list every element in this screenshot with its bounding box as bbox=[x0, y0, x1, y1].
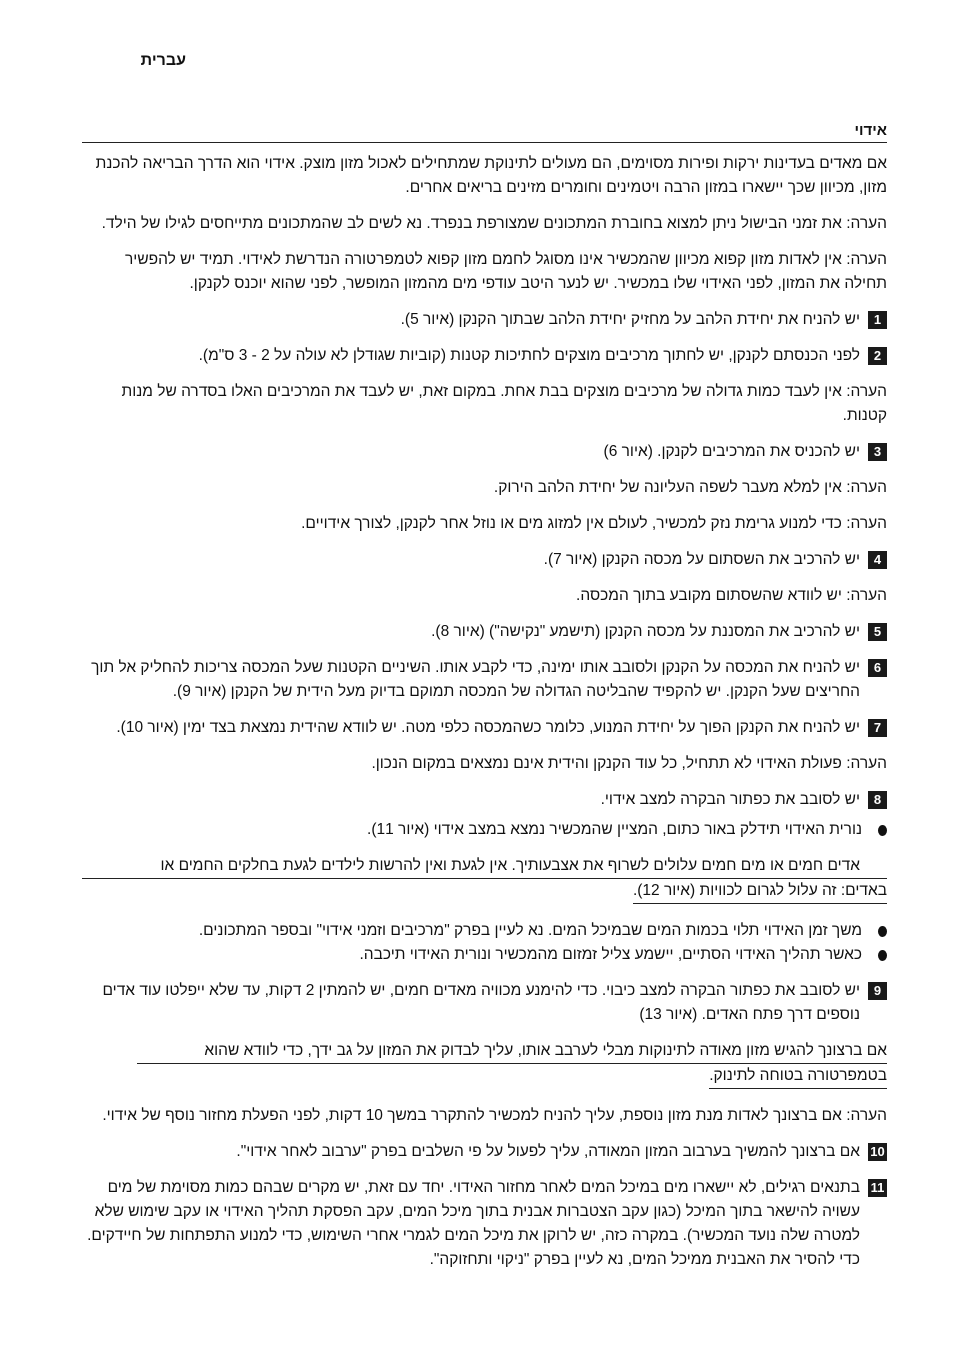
step-4 bbox=[82, 548, 887, 572]
section-body bbox=[82, 152, 887, 1284]
step-10 bbox=[82, 1140, 887, 1164]
step-number: 7 bbox=[868, 719, 887, 737]
bullet-icon bbox=[878, 950, 887, 961]
list-item bbox=[82, 919, 887, 943]
step-number: 5 bbox=[868, 623, 887, 641]
steaming-bullets bbox=[82, 919, 887, 967]
step-text: יש לסובב את כפתור הבקרה למצב כיבוי. כדי להימנע מכוויה מאדים חמים, יש להמתין 2 דקות, עד שלא ייפלטו עוד אדים נוספים דרך פתח האדים. (איור 13) bbox=[102, 982, 860, 1023]
note-steaming-start: הערה: פעולת האידוי לא תתחיל, כל עוד הקנקן והידית אינם נמצאים במקום הנכון. bbox=[371, 755, 887, 772]
title-divider bbox=[82, 142, 887, 143]
bullet-text: כאשר תהליך האידוי הסתיים, יישמע צליל זמזום מהמכשיר ונורית האידוי תיכבה. bbox=[359, 946, 862, 963]
step-8 bbox=[82, 788, 887, 812]
step-number: 9 bbox=[868, 982, 887, 1000]
bullet-icon bbox=[878, 926, 887, 937]
step-text: יש להכניס את המרכיבים לקנקן. (איור 6) bbox=[603, 443, 860, 460]
list-item bbox=[82, 818, 887, 842]
bullet-icon bbox=[878, 825, 887, 836]
step-number: 10 bbox=[868, 1143, 887, 1161]
step-text: יש להניח את יחידת הלהב על מחזיק יחידת הלהב שבתוך הקנקן (איור 5). bbox=[400, 311, 860, 328]
step-number: 2 bbox=[868, 347, 887, 365]
section-title: אידוי bbox=[854, 122, 887, 139]
warning-line: בטמפרטורה בטוחה לתינוק. bbox=[709, 1064, 887, 1089]
note-cooldown: הערה: אם ברצונך לאדות מנת מזון נוספת, עליך להניח למכשיר להתקרר במשך 10 דקות, לפני הפעלת מחזור נוסף של אידוי. bbox=[102, 1107, 887, 1124]
step-text: יש להניח את המכסה על הקנקן ולסובב אותו ימינה, כדי לקבע אותו. השיניים הקטנות שעל המכסה צריכות להחליק אל תוך החריצים שעל הקנקן. יש להקפיד שהבליטה הגדולה של המכסה תמוקם בדיוק מעל הידית של הקנקן (איור 9). bbox=[91, 659, 860, 700]
step-5 bbox=[82, 620, 887, 644]
warning-serving-temperature bbox=[82, 1039, 887, 1090]
step-text: אם ברצונך להמשיך בערבוב המזון המאודה, עליך לפעול על פי השלבים בפרק "ערבוב לאחר אידוי". bbox=[236, 1143, 860, 1160]
warning-line: אם ברצונך להגיש מזון מאודה לתינוקות מבלי לערבב אותו, עליך לבדוק את המזון על גב ידך, כדי לוודא שהוא bbox=[137, 1039, 887, 1064]
step-text: יש לסובב את כפתור הבקרה למצב אידוי. bbox=[600, 791, 860, 808]
step-number: 8 bbox=[868, 791, 887, 809]
step-number: 6 bbox=[868, 659, 887, 677]
bullet-text: משך זמן האידוי תלוי בכמות המים שבמיכל המים. נא לעיין בפרק "מרכיבים וזמני אידוי" ובספר המתכונים. bbox=[198, 922, 862, 939]
warning-line: אדים חמים או מים חמים עלולים לשרוף את אצבעותיך. אין לגעת ואין להרשות לילדים לגעת בחלקים החמים או bbox=[82, 854, 887, 879]
note-recipes: הערה: את זמני הבישול ניתן למצוא בחוברת המתכונים שמצורפת בנפרד. נא לשים לב שהמתכונים מתייחסים לגילו של הילד. bbox=[101, 215, 887, 232]
step-number: 1 bbox=[868, 311, 887, 329]
note-frozen-food: הערה: אין לאדות מזון קפוא מכיוון שהמכשיר אינו מסוגל לחמם מזון קפוא לטמפרטורה הנדרשת לאידוי. תמיד יש להפשיר תחילה את המזון, לפני האידוי שלו במכשיר. יש לנער היטב עודפי מים מהמזון המופשר, לפני שהוא יוכנס לקנקן. bbox=[125, 251, 887, 292]
note-valve: הערה: יש לוודא שהשסתום מקובע בתוך המכסה. bbox=[576, 587, 887, 604]
step-11 bbox=[82, 1176, 887, 1272]
step-6 bbox=[82, 656, 887, 704]
step-number: 4 bbox=[868, 551, 887, 569]
step-1 bbox=[82, 308, 887, 332]
step-8-bullets bbox=[82, 818, 887, 842]
list-item bbox=[82, 943, 887, 967]
step-text: יש להרכיב את השסתום על מכסה הקנקן (איור 7). bbox=[543, 551, 860, 568]
note-fill-level: הערה: אין למלא מעבר לשפה העליונה של יחידת הלהב הירוק. bbox=[493, 479, 887, 496]
step-3 bbox=[82, 440, 887, 464]
step-text: בתנאים רגילים, לא יישארו מים במיכל המים לאחר מחזור האידוי. יחד עם זאת, יש מקרים שבהם כמות מסוימת של מים עשויה להישאר בתוך המיכל (כגון עקב הצטברות אבנית בתוך מיכל המים, עקב הפסקת תהליך האידוי או עקב שימוש שלא למטרה שלה נועד המכשיר). במקרה כזה, יש לרוקן את מיכל המים לגמרי אחרי השימוש, כדי למנוע התפתחות של חיידקים. כדי להסיר את האבנית ממיכל המים, נא לעיין בפרק "ניקוי ותחזוקה". bbox=[87, 1179, 860, 1268]
note-no-liquid: הערה: כדי למנוע גרימת נזק למכשיר, לעולם אין למזוג מים או נוזל אחר לקנקן, לצורך אידויים. bbox=[301, 515, 887, 532]
step-2 bbox=[82, 344, 887, 368]
warning-hot-steam bbox=[82, 854, 887, 905]
step-number: 11 bbox=[868, 1179, 887, 1197]
step-7 bbox=[82, 716, 887, 740]
intro-paragraph: אם מאדים בעדינות ירקות ופירות מסוימים, הם מעולים לתינוקת שמתחילים לאכול מזון מוצק. אידוי הוא הדרך הבריאה להכנת מזון, מכיוון שכך יישארו במזון הרבה ויטמינים וחומרים מזינים בריאים אחרים. bbox=[95, 155, 887, 196]
warning-line: באדים: זה עלול לגרום לכוויות (איור 12). bbox=[633, 879, 887, 904]
step-9 bbox=[82, 979, 887, 1027]
step-text: יש להניח את הקנקן הפוך על יחידת המנוע, כלומר כשהמכסה כלפי מטה. יש לוודא שהידית נמצאת בצד ימין (איור 10). bbox=[116, 719, 860, 736]
step-text: לפני הכנסתם לקנקן, יש לחתוך מרכיבים מוצקים לחתיכות קטנות (קוביות שגודלן לא עולה על 2 - 3 ס"מ). bbox=[198, 347, 860, 364]
note-quantity: הערה: אין לעבד כמות גדולה של מרכיבים מוצקים בבת אחת. במקום זאת, יש לעבד את המרכיבים האלו בסדרה של מנות קטנות. bbox=[121, 383, 887, 424]
bullet-text: נורית האידוי תידלק באור כתום, המציין שהמכשיר נמצא במצב אידוי (איור 11). bbox=[367, 821, 862, 838]
step-number: 3 bbox=[868, 443, 887, 461]
step-text: יש להרכיב את המסננת על מכסה הקנקן (תישמע "נקישה") (איור 8). bbox=[431, 623, 860, 640]
language-label: עברית bbox=[140, 52, 186, 69]
